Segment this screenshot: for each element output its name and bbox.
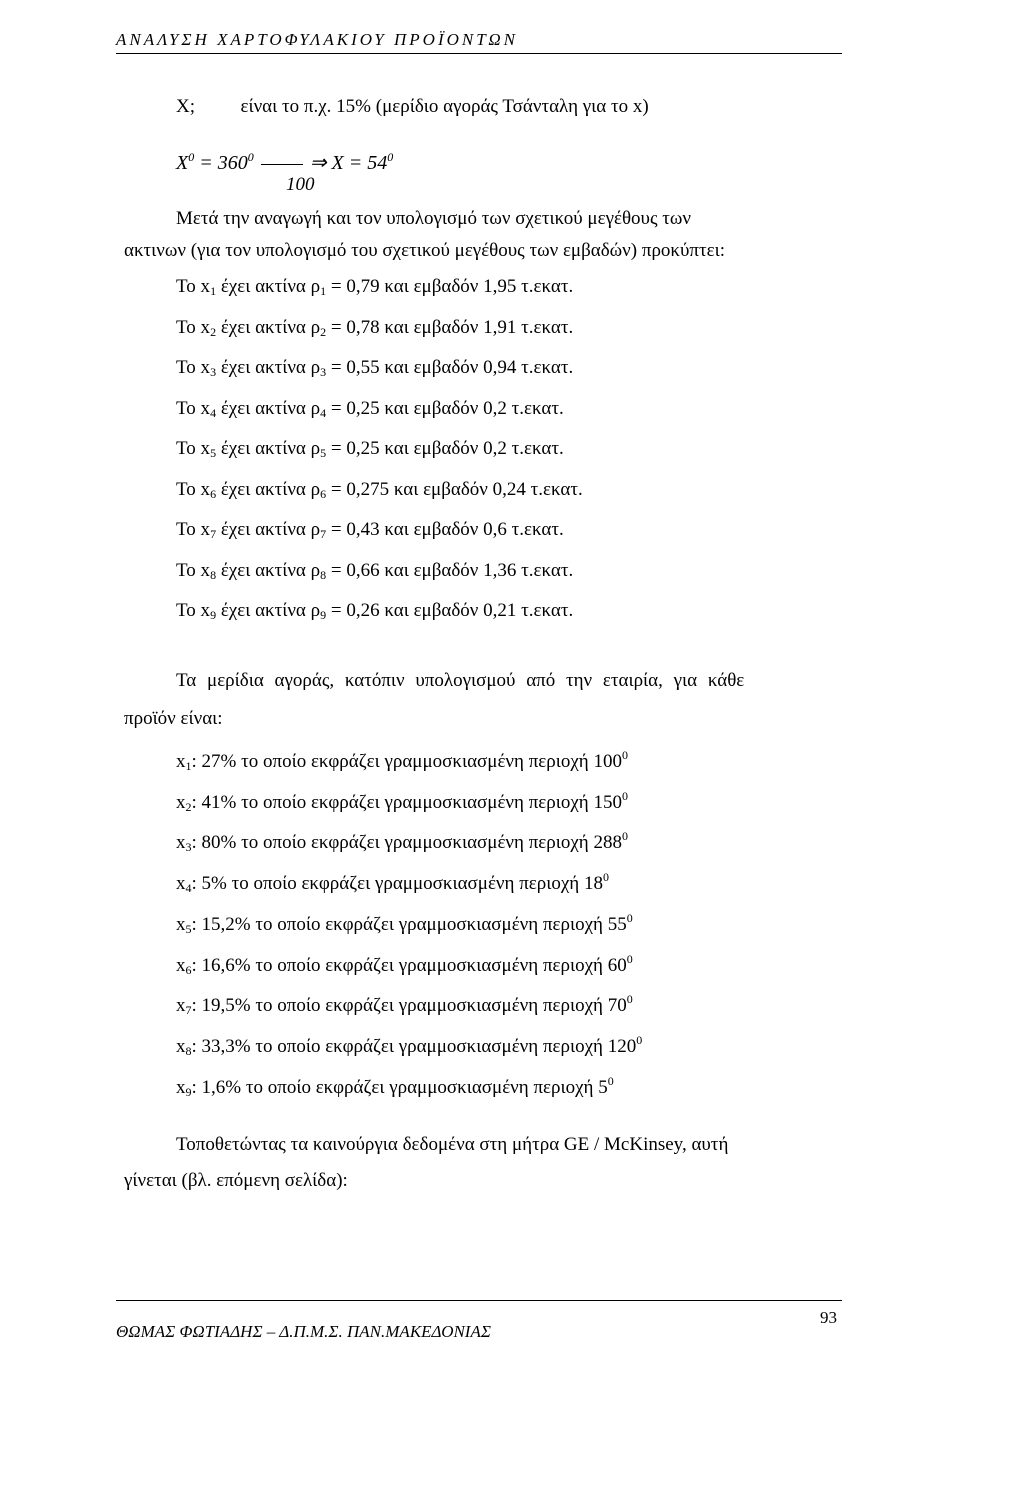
share-prefix: x (176, 873, 186, 895)
radius-mid: έχει ακτίνα ρ (216, 478, 321, 500)
degree-sup: 0 (626, 910, 633, 925)
radius-line (176, 317, 573, 340)
radius-prefix: Το x (176, 438, 211, 459)
radius-line (176, 560, 573, 583)
radius-line (176, 276, 573, 299)
formula-eq-sup: 0 (247, 150, 254, 164)
radius-prefix: Το x (176, 519, 211, 540)
share-line (176, 789, 628, 815)
share-prefix: x (176, 832, 186, 854)
paragraph3-line1: Τοποθετώντας τα καινούργια δεδομένα στη μήτρα GE / McKinsey, αυτή (176, 1134, 729, 1155)
radius-index: 9 (210, 608, 217, 622)
intro-x-label: X; (176, 96, 195, 117)
radius-index: 1 (210, 284, 217, 298)
share-text: : 80% το οποίο εκφράζει γραμμοσκιασμένη περιοχή 288 (191, 832, 622, 854)
rho-index: 1 (320, 284, 327, 298)
paragraph3-line2: γίνεται (βλ. επόμενη σελίδα): (124, 1170, 348, 1191)
radius-line (176, 438, 564, 461)
share-index: 4 (185, 881, 192, 896)
share-prefix: x (176, 954, 186, 976)
radius-line (176, 479, 583, 502)
degree-sup: 0 (607, 1073, 614, 1088)
degree-sup: 0 (622, 829, 628, 844)
radius-line (176, 398, 564, 421)
degree-sup: 0 (626, 951, 633, 966)
radius-value: = 0,55 και εμβαδόν 0,94 τ.εκατ. (326, 357, 574, 378)
share-prefix: x (176, 1035, 186, 1057)
radius-value: = 0,66 και εμβαδόν 1,36 τ.εκατ. (326, 559, 574, 581)
radius-prefix: Το x (176, 397, 211, 419)
degree-sup: 0 (636, 1032, 643, 1047)
radius-line (176, 519, 564, 542)
radius-index: 6 (210, 486, 217, 501)
share-text: : 27% το οποίο εκφράζει γραμμοσκιασμένη περιοχή 100 (191, 751, 622, 772)
radius-value: = 0,275 και εμβαδόν 0,24 τ.εκατ. (326, 478, 583, 500)
rho-index: 9 (320, 608, 327, 622)
share-text: : 15,2% το οποίο εκφράζει γραμμοσκιασμένη περιοχή 55 (191, 913, 627, 935)
radius-mid: έχει ακτίνα ρ (216, 357, 321, 378)
radius-value: = 0,25 και εμβαδόν 0,2 τ.εκατ. (326, 397, 564, 419)
footer-rule (116, 1300, 842, 1301)
share-index: 5 (185, 921, 192, 936)
radius-index: 8 (210, 567, 217, 582)
paragraph2-line1: Τα μερίδια αγοράς, κατόπιν υπολογισμού από την εταιρία, για κάθε (176, 670, 745, 691)
radius-mid: έχει ακτίνα ρ (216, 600, 321, 621)
share-text: : 19,5% το οποίο εκφράζει γραμμοσκιασμένη περιοχή 70 (191, 995, 627, 1017)
rho-index: 7 (320, 527, 327, 541)
formula-result: ⇒ X = 54 (309, 152, 388, 174)
share-index: 6 (185, 962, 192, 977)
formula-eq: = 360 (199, 152, 248, 174)
degree-sup: 0 (622, 788, 628, 803)
radius-prefix: Το x (176, 316, 211, 338)
formula-denominator: 100 (286, 174, 315, 195)
share-line (176, 748, 628, 774)
share-prefix: x (176, 791, 186, 813)
radius-value: = 0,26 και εμβαδόν 0,21 τ.εκατ. (326, 600, 574, 621)
radius-prefix: Το x (176, 478, 211, 500)
share-text: : 16,6% το οποίο εκφράζει γραμμοσκιασμένη περιοχή 60 (191, 954, 627, 976)
radius-index: 7 (210, 527, 217, 541)
share-index: 3 (185, 840, 192, 855)
radius-index: 5 (210, 446, 217, 460)
rho-index: 3 (320, 365, 327, 379)
degree-sup: 0 (622, 748, 628, 762)
share-prefix: x (176, 1076, 186, 1098)
radius-index: 2 (210, 324, 217, 339)
formula-result-sup: 0 (387, 150, 394, 164)
paragraph1-line1: Μετά την αναγωγή και τον υπολογισμό των σχετικού μεγέθους των (176, 208, 691, 229)
paragraph1-line2: ακτινων (για τον υπολογισμό του σχετικού μεγέθους των εμβαδών) προκύπτει: (124, 240, 726, 261)
radius-line (176, 357, 573, 380)
share-index: 8 (185, 1043, 192, 1058)
share-text: : 5% το οποίο εκφράζει γραμμοσκιασμένη περιοχή 18 (191, 873, 603, 895)
radius-mid: έχει ακτίνα ρ (216, 276, 321, 297)
intro-text: είναι το π.χ. 15% (μερίδιο αγοράς Τσάνταλη για το x) (240, 96, 649, 117)
footer-author: ΘΩΜΑΣ ΦΩΤΙΑΔΗΣ – Δ.Π.Μ.Σ. ΠΑΝ.ΜΑΚΕΔΟΝΙΑΣ (116, 1322, 491, 1341)
rho-index: 2 (320, 324, 327, 339)
intro-line (176, 96, 649, 118)
radius-prefix: Το x (176, 559, 211, 581)
radius-mid: έχει ακτίνα ρ (216, 316, 321, 338)
share-index: 9 (185, 1084, 192, 1099)
page-number: 93 (820, 1308, 837, 1327)
radius-value: = 0,78 και εμβαδόν 1,91 τ.εκατ. (326, 316, 574, 338)
rho-index: 5 (320, 446, 327, 460)
radius-mid: έχει ακτίνα ρ (216, 559, 321, 581)
share-text: : 41% το οποίο εκφράζει γραμμοσκιασμένη περιοχή 150 (191, 791, 622, 813)
rho-index: 6 (320, 486, 327, 501)
radius-prefix: Το x (176, 357, 211, 378)
share-line (176, 1074, 614, 1100)
radius-value: = 0,79 και εμβαδόν 1,95 τ.εκατ. (326, 276, 574, 297)
radius-value: = 0,43 και εμβαδόν 0,6 τ.εκατ. (326, 519, 564, 540)
rho-index: 8 (320, 567, 327, 582)
share-line (176, 829, 628, 855)
share-prefix: x (176, 751, 186, 772)
radius-mid: έχει ακτίνα ρ (216, 519, 321, 540)
share-line (176, 1033, 642, 1059)
radius-prefix: Το x (176, 276, 211, 297)
share-prefix: x (176, 913, 186, 935)
share-line (176, 911, 633, 937)
radius-index: 4 (210, 405, 217, 420)
radius-value: = 0,25 και εμβαδόν 0,2 τ.εκατ. (326, 438, 564, 459)
formula-lhs-sup: 0 (188, 150, 195, 164)
radius-mid: έχει ακτίνα ρ (216, 397, 321, 419)
paragraph2-line2: προϊόν είναι: (124, 708, 223, 729)
degree-sup: 0 (626, 992, 633, 1007)
rho-index: 4 (320, 405, 327, 420)
radius-mid: έχει ακτίνα ρ (216, 438, 321, 459)
share-line (176, 870, 609, 896)
running-header: ΑΝΑΛΥΣΗ ΧΑΡΤΟΦΥΛΑΚΙΟΥ ΠΡΟΪΟΝΤΩΝ (116, 30, 842, 54)
radius-prefix: Το x (176, 600, 211, 621)
share-index: 2 (185, 799, 192, 814)
radius-line (176, 600, 573, 623)
share-prefix: x (176, 995, 186, 1017)
share-line (176, 992, 633, 1018)
share-text: : 33,3% το οποίο εκφράζει γραμμοσκιασμένη περιοχή 120 (191, 1035, 637, 1057)
share-index: 1 (185, 759, 192, 773)
share-line (176, 952, 633, 978)
share-text: : 1,6% το οποίο εκφράζει γραμμοσκιασμένη περιοχή 5 (191, 1076, 608, 1098)
fraction-bar (261, 164, 303, 165)
formula-lhs: X (176, 152, 189, 174)
radius-index: 3 (210, 365, 217, 379)
degree-sup: 0 (603, 870, 609, 885)
angle-formula (176, 150, 394, 195)
share-index: 7 (185, 1003, 192, 1018)
